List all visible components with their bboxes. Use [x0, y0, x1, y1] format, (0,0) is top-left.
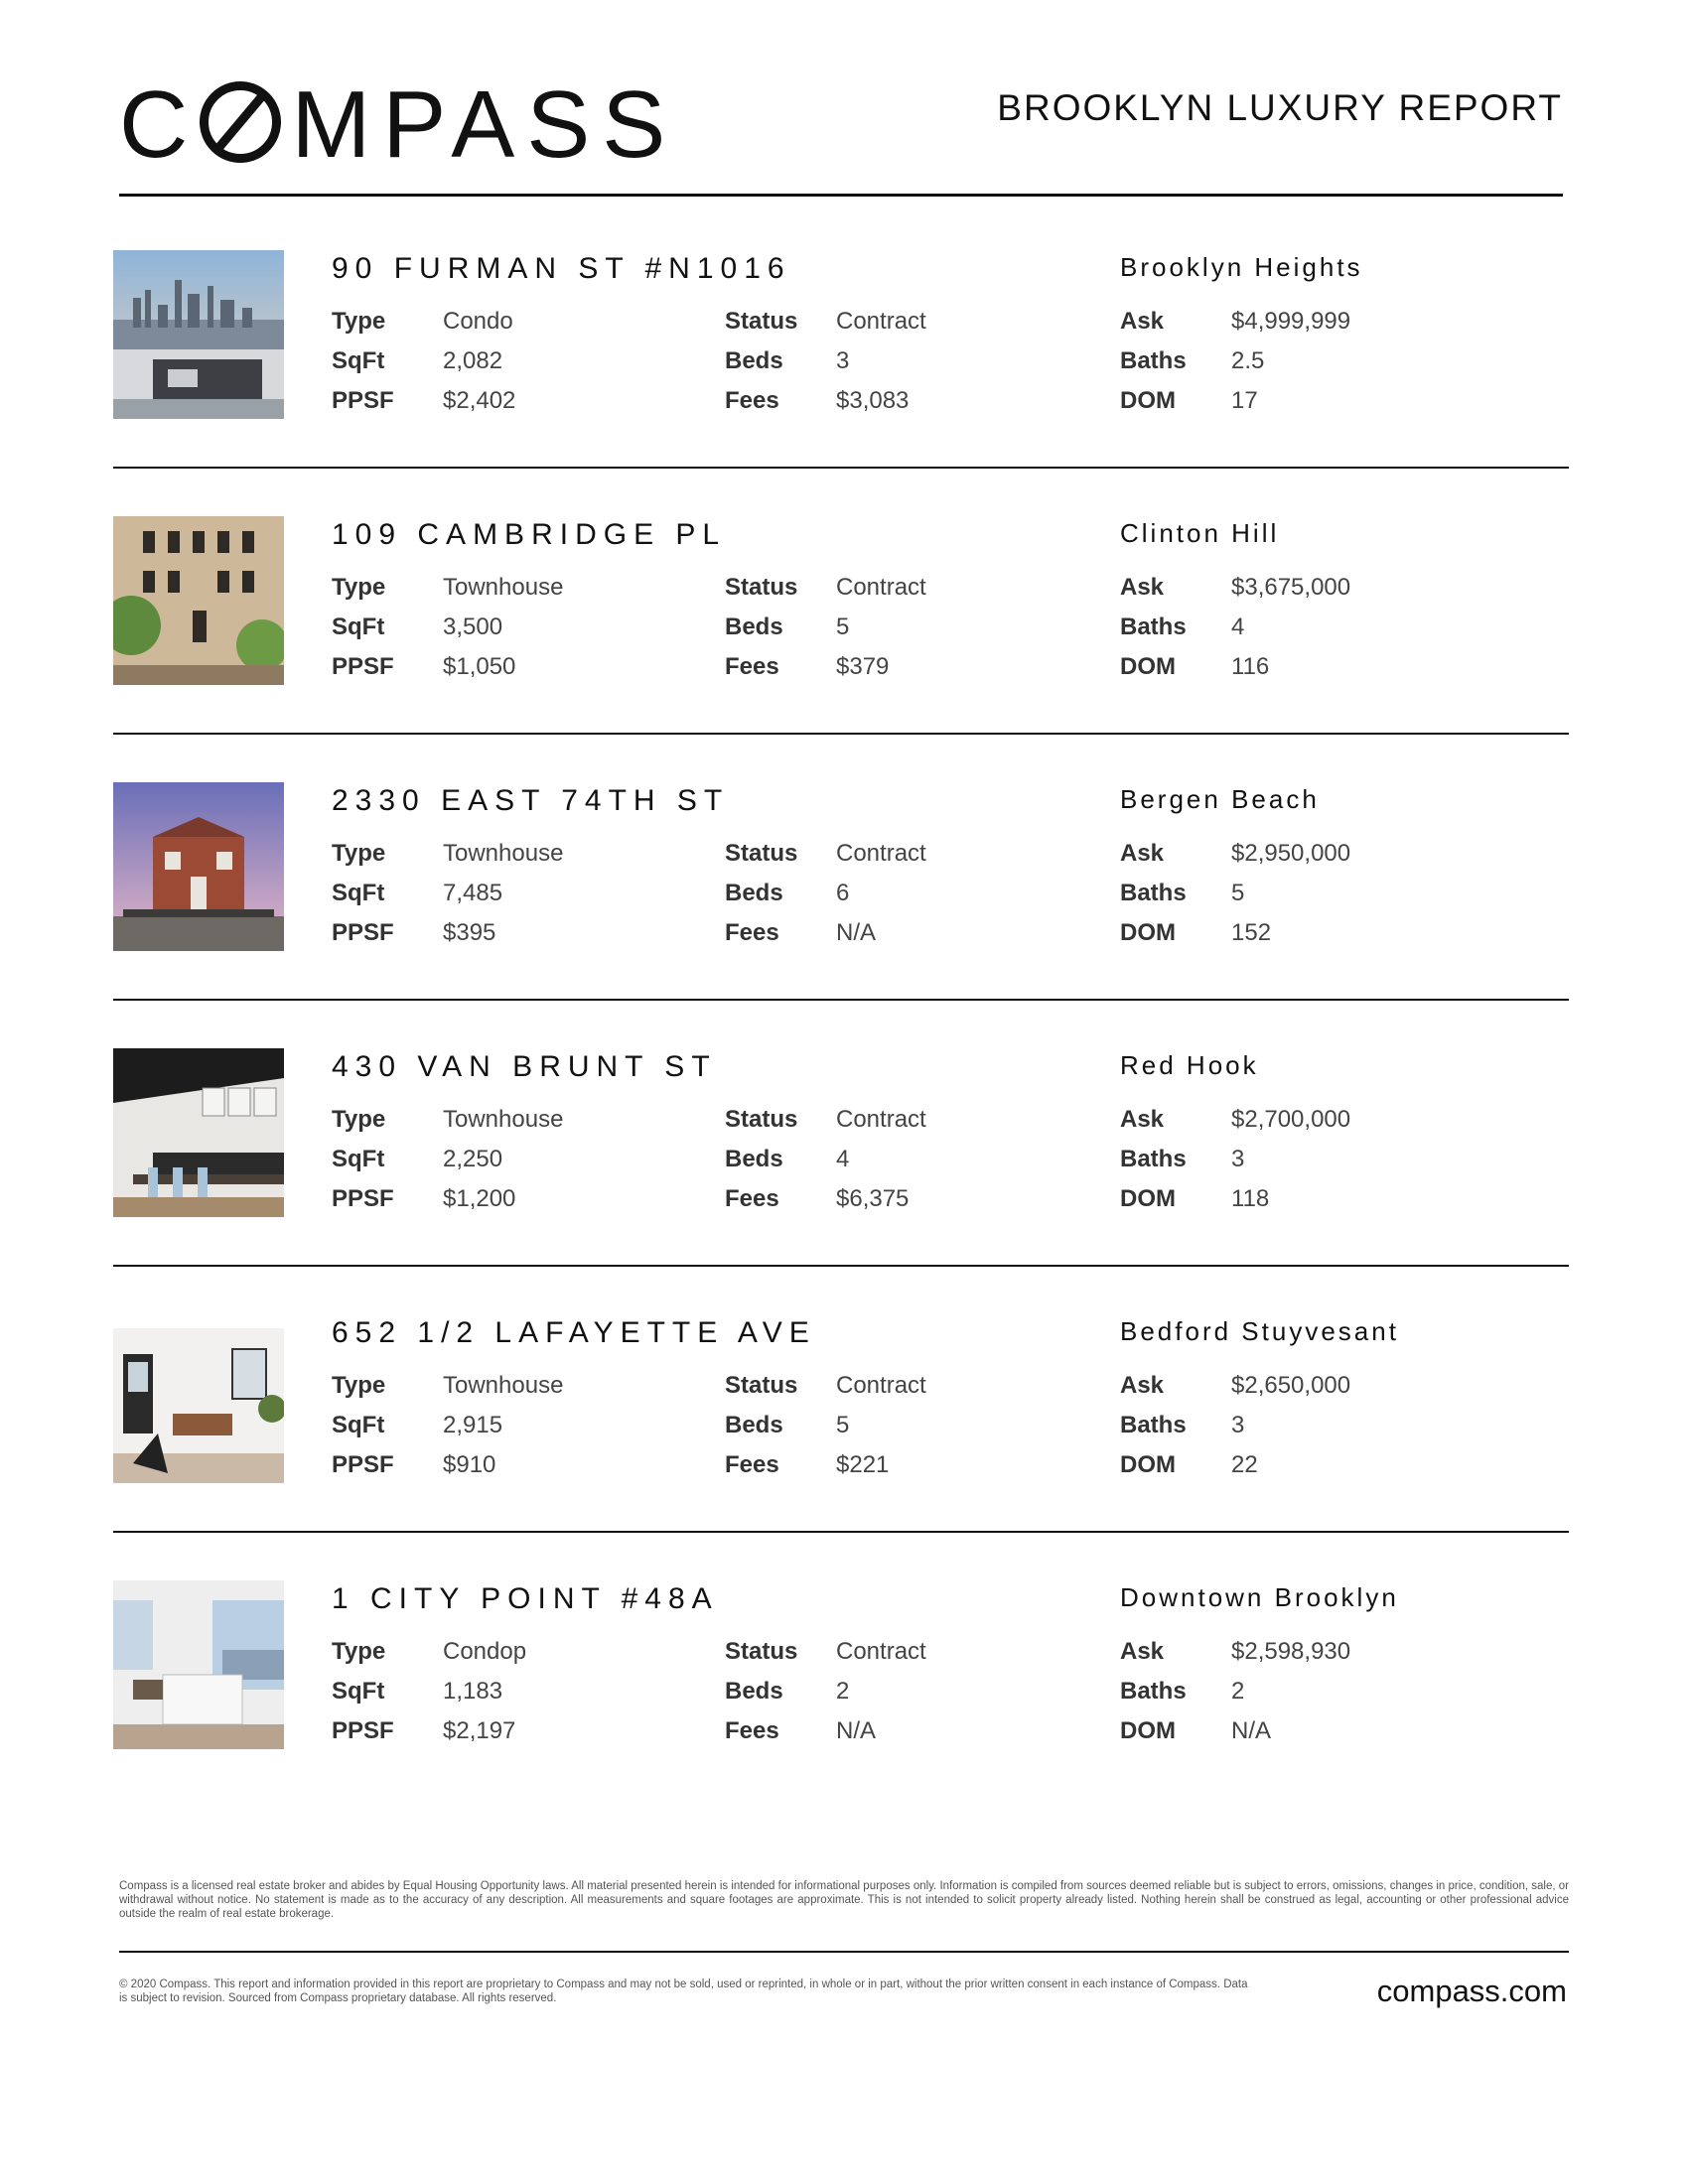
sqft-value: 3,500 [443, 614, 503, 640]
ask-label: Ask [1120, 574, 1165, 601]
listing-details-col2 [725, 302, 926, 421]
footer-divider [119, 1951, 1569, 1953]
ppsf-label: PPSF [332, 387, 394, 414]
type-value: Condo [443, 308, 513, 335]
listing-details-col1 [332, 1366, 563, 1485]
sqft-label: SqFt [332, 880, 385, 906]
baths-value: 5 [1231, 880, 1245, 906]
ask-value: $2,950,000 [1231, 840, 1351, 867]
listing-divider [113, 467, 1569, 469]
beds-value: 5 [836, 1412, 850, 1438]
status-label: Status [725, 574, 798, 601]
dom-label: DOM [1120, 1451, 1176, 1478]
listing-neighborhood: Red Hook [1120, 1050, 1259, 1080]
beds-value: 6 [836, 880, 850, 906]
ask-value: $2,598,930 [1231, 1638, 1351, 1665]
listing-details-col3 [1120, 834, 1350, 953]
listing-neighborhood: Downtown Brooklyn [1120, 1582, 1399, 1612]
dom-value: 22 [1231, 1451, 1258, 1478]
status-label: Status [725, 1638, 798, 1665]
sqft-label: SqFt [332, 1412, 385, 1438]
dom-value: N/A [1231, 1717, 1272, 1744]
listing-photo-condo-kitchen [113, 1580, 284, 1749]
listing-details-col2 [725, 834, 926, 953]
listing-details-col1 [332, 834, 563, 953]
legal-disclaimer: Compass is a licensed real estate broker and abides by Equal Housing Opportunity laws. All material presented herein is intended for informational purposes only. Information is compiled from sources deemed reliable but is subject to errors, omissions, changes in price, condition, sale, or withdrawal without notice. No statement is made as to the accuracy of any description. All measurements and square footages are approximate. This is not intended to solicit property already listed. Nothing herein shall be construed as legal, accounting or other professional advice outside the realm of real estate brokerage. [119, 1880, 1569, 1920]
baths-value: 2 [1231, 1678, 1245, 1705]
type-label: Type [332, 1638, 386, 1665]
status-label: Status [725, 1106, 798, 1133]
ask-value: $2,700,000 [1231, 1106, 1351, 1133]
baths-label: Baths [1120, 347, 1187, 374]
fees-label: Fees [725, 1451, 779, 1478]
report-title: BROOKLYN LUXURY REPORT [997, 87, 1563, 128]
dom-value: 118 [1231, 1185, 1270, 1212]
status-label: Status [725, 308, 798, 335]
listing-photo-brick-house [113, 782, 284, 951]
beds-value: 3 [836, 347, 850, 374]
ask-label: Ask [1120, 1106, 1165, 1133]
listing-address: 652 1/2 LAFAYETTE AVE [332, 1316, 816, 1349]
compass-logo: C MPASS [119, 71, 678, 178]
beds-label: Beds [725, 1678, 783, 1705]
listing-photo-brownstone [113, 516, 284, 685]
listing-details-col2 [725, 568, 926, 687]
ppsf-label: PPSF [332, 653, 394, 680]
baths-label: Baths [1120, 1146, 1187, 1172]
sqft-label: SqFt [332, 347, 385, 374]
dom-value: 152 [1231, 919, 1272, 946]
ask-label: Ask [1120, 1638, 1165, 1665]
type-value: Townhouse [443, 574, 564, 601]
sqft-value: 1,183 [443, 1678, 503, 1705]
listing-card [113, 1048, 1569, 1314]
type-label: Type [332, 574, 386, 601]
ask-value: $4,999,999 [1231, 308, 1351, 335]
listing-details-col1 [332, 568, 563, 687]
listing-card [113, 1314, 1569, 1580]
listing-details-col2 [725, 1366, 926, 1485]
fees-value: $221 [836, 1451, 890, 1478]
listing-divider [113, 1531, 1569, 1533]
compass-needle-icon [200, 81, 281, 163]
ask-label: Ask [1120, 308, 1165, 335]
listing-neighborhood: Brooklyn Heights [1120, 252, 1363, 282]
dom-label: DOM [1120, 387, 1176, 414]
baths-value: 3 [1231, 1412, 1245, 1438]
listing-divider [113, 999, 1569, 1001]
listing-neighborhood: Clinton Hill [1120, 518, 1280, 548]
listing-card [113, 782, 1569, 1048]
listing-address: 109 CAMBRIDGE PL [332, 518, 727, 551]
ask-value: $2,650,000 [1231, 1372, 1351, 1399]
ppsf-value: $1,200 [443, 1185, 516, 1212]
fees-value: N/A [836, 1717, 877, 1744]
type-label: Type [332, 1372, 386, 1399]
listing-photo-skyline-terrace [113, 250, 284, 419]
baths-label: Baths [1120, 1678, 1187, 1705]
sqft-value: 2,250 [443, 1146, 503, 1172]
beds-value: 5 [836, 614, 850, 640]
dom-label: DOM [1120, 1717, 1176, 1744]
fees-label: Fees [725, 919, 779, 946]
status-value: Contract [836, 1372, 926, 1399]
fees-value: $379 [836, 653, 890, 680]
type-label: Type [332, 840, 386, 867]
listing-address: 1 CITY POINT #48A [332, 1582, 719, 1615]
beds-label: Beds [725, 1412, 783, 1438]
sqft-value: 7,485 [443, 880, 503, 906]
listing-details-col3 [1120, 1632, 1350, 1751]
ppsf-label: PPSF [332, 1451, 394, 1478]
sqft-label: SqFt [332, 1678, 385, 1705]
listing-address: 2330 EAST 74TH ST [332, 784, 730, 817]
type-value: Townhouse [443, 1372, 564, 1399]
listing-photo-kitchen-loft [113, 1048, 284, 1217]
fees-label: Fees [725, 387, 779, 414]
listing-details-col1 [332, 1632, 526, 1751]
sqft-value: 2,915 [443, 1412, 503, 1438]
header-divider [119, 194, 1563, 197]
status-value: Contract [836, 1106, 926, 1133]
listing-details-col3 [1120, 568, 1350, 687]
fees-value: $6,375 [836, 1185, 910, 1212]
beds-label: Beds [725, 614, 783, 640]
fees-label: Fees [725, 1185, 779, 1212]
listing-card [113, 1580, 1569, 1846]
beds-label: Beds [725, 1146, 783, 1172]
type-value: Condop [443, 1638, 527, 1665]
baths-label: Baths [1120, 880, 1187, 906]
listing-details-col3 [1120, 1100, 1350, 1219]
fees-label: Fees [725, 653, 779, 680]
fees-value: N/A [836, 919, 877, 946]
baths-label: Baths [1120, 1412, 1187, 1438]
dom-value: 17 [1231, 387, 1258, 414]
listing-details-col1 [332, 302, 515, 421]
listing-divider [113, 1265, 1569, 1267]
ppsf-value: $395 [443, 919, 496, 946]
type-label: Type [332, 308, 386, 335]
fees-label: Fees [725, 1717, 779, 1744]
baths-value: 3 [1231, 1146, 1245, 1172]
baths-label: Baths [1120, 614, 1187, 640]
status-label: Status [725, 840, 798, 867]
ppsf-label: PPSF [332, 919, 394, 946]
listing-divider [113, 733, 1569, 735]
beds-value: 4 [836, 1146, 850, 1172]
ppsf-label: PPSF [332, 1717, 394, 1744]
type-value: Townhouse [443, 840, 564, 867]
status-value: Contract [836, 1638, 926, 1665]
dom-label: DOM [1120, 1185, 1176, 1212]
website-link[interactable]: compass.com [1376, 1974, 1567, 2008]
status-value: Contract [836, 574, 926, 601]
listing-details-col3 [1120, 302, 1350, 421]
type-label: Type [332, 1106, 386, 1133]
baths-value: 4 [1231, 614, 1245, 640]
ppsf-value: $910 [443, 1451, 496, 1478]
beds-label: Beds [725, 880, 783, 906]
dom-label: DOM [1120, 919, 1176, 946]
type-value: Townhouse [443, 1106, 564, 1133]
listing-card [113, 516, 1569, 782]
listing-card [113, 250, 1569, 516]
listing-address: 430 VAN BRUNT ST [332, 1050, 717, 1083]
sqft-value: 2,082 [443, 347, 503, 374]
listing-details-col1 [332, 1100, 563, 1219]
baths-value: 2.5 [1231, 347, 1265, 374]
report-header [119, 69, 1563, 199]
beds-value: 2 [836, 1678, 850, 1705]
ppsf-label: PPSF [332, 1185, 394, 1212]
sqft-label: SqFt [332, 614, 385, 640]
dom-value: 116 [1231, 653, 1270, 680]
listing-details-col2 [725, 1100, 926, 1219]
listing-details-col3 [1120, 1366, 1350, 1485]
listing-address: 90 FURMAN ST #N1016 [332, 252, 791, 285]
listing-details-col2 [725, 1632, 926, 1751]
ppsf-value: $1,050 [443, 653, 516, 680]
ask-value: $3,675,000 [1231, 574, 1351, 601]
listing-photo-living-room [113, 1314, 284, 1483]
sqft-label: SqFt [332, 1146, 385, 1172]
status-value: Contract [836, 308, 926, 335]
beds-label: Beds [725, 347, 783, 374]
ppsf-value: $2,197 [443, 1717, 516, 1744]
ppsf-value: $2,402 [443, 387, 516, 414]
status-value: Contract [836, 840, 926, 867]
ask-label: Ask [1120, 1372, 1165, 1399]
dom-label: DOM [1120, 653, 1176, 680]
ask-label: Ask [1120, 840, 1165, 867]
copyright-notice: © 2020 Compass. This report and information provided in this report are proprietary to Compass and may not be sold, used or reprinted, in whole or in part, without the prior written consent in each instance of Compass. Data is subject to revision. Sourced from Compass proprietary database. All rights reserved. [119, 1979, 1248, 2004]
fees-value: $3,083 [836, 387, 910, 414]
listing-neighborhood: Bedford Stuyvesant [1120, 1316, 1399, 1346]
listing-neighborhood: Bergen Beach [1120, 784, 1320, 814]
status-label: Status [725, 1372, 798, 1399]
